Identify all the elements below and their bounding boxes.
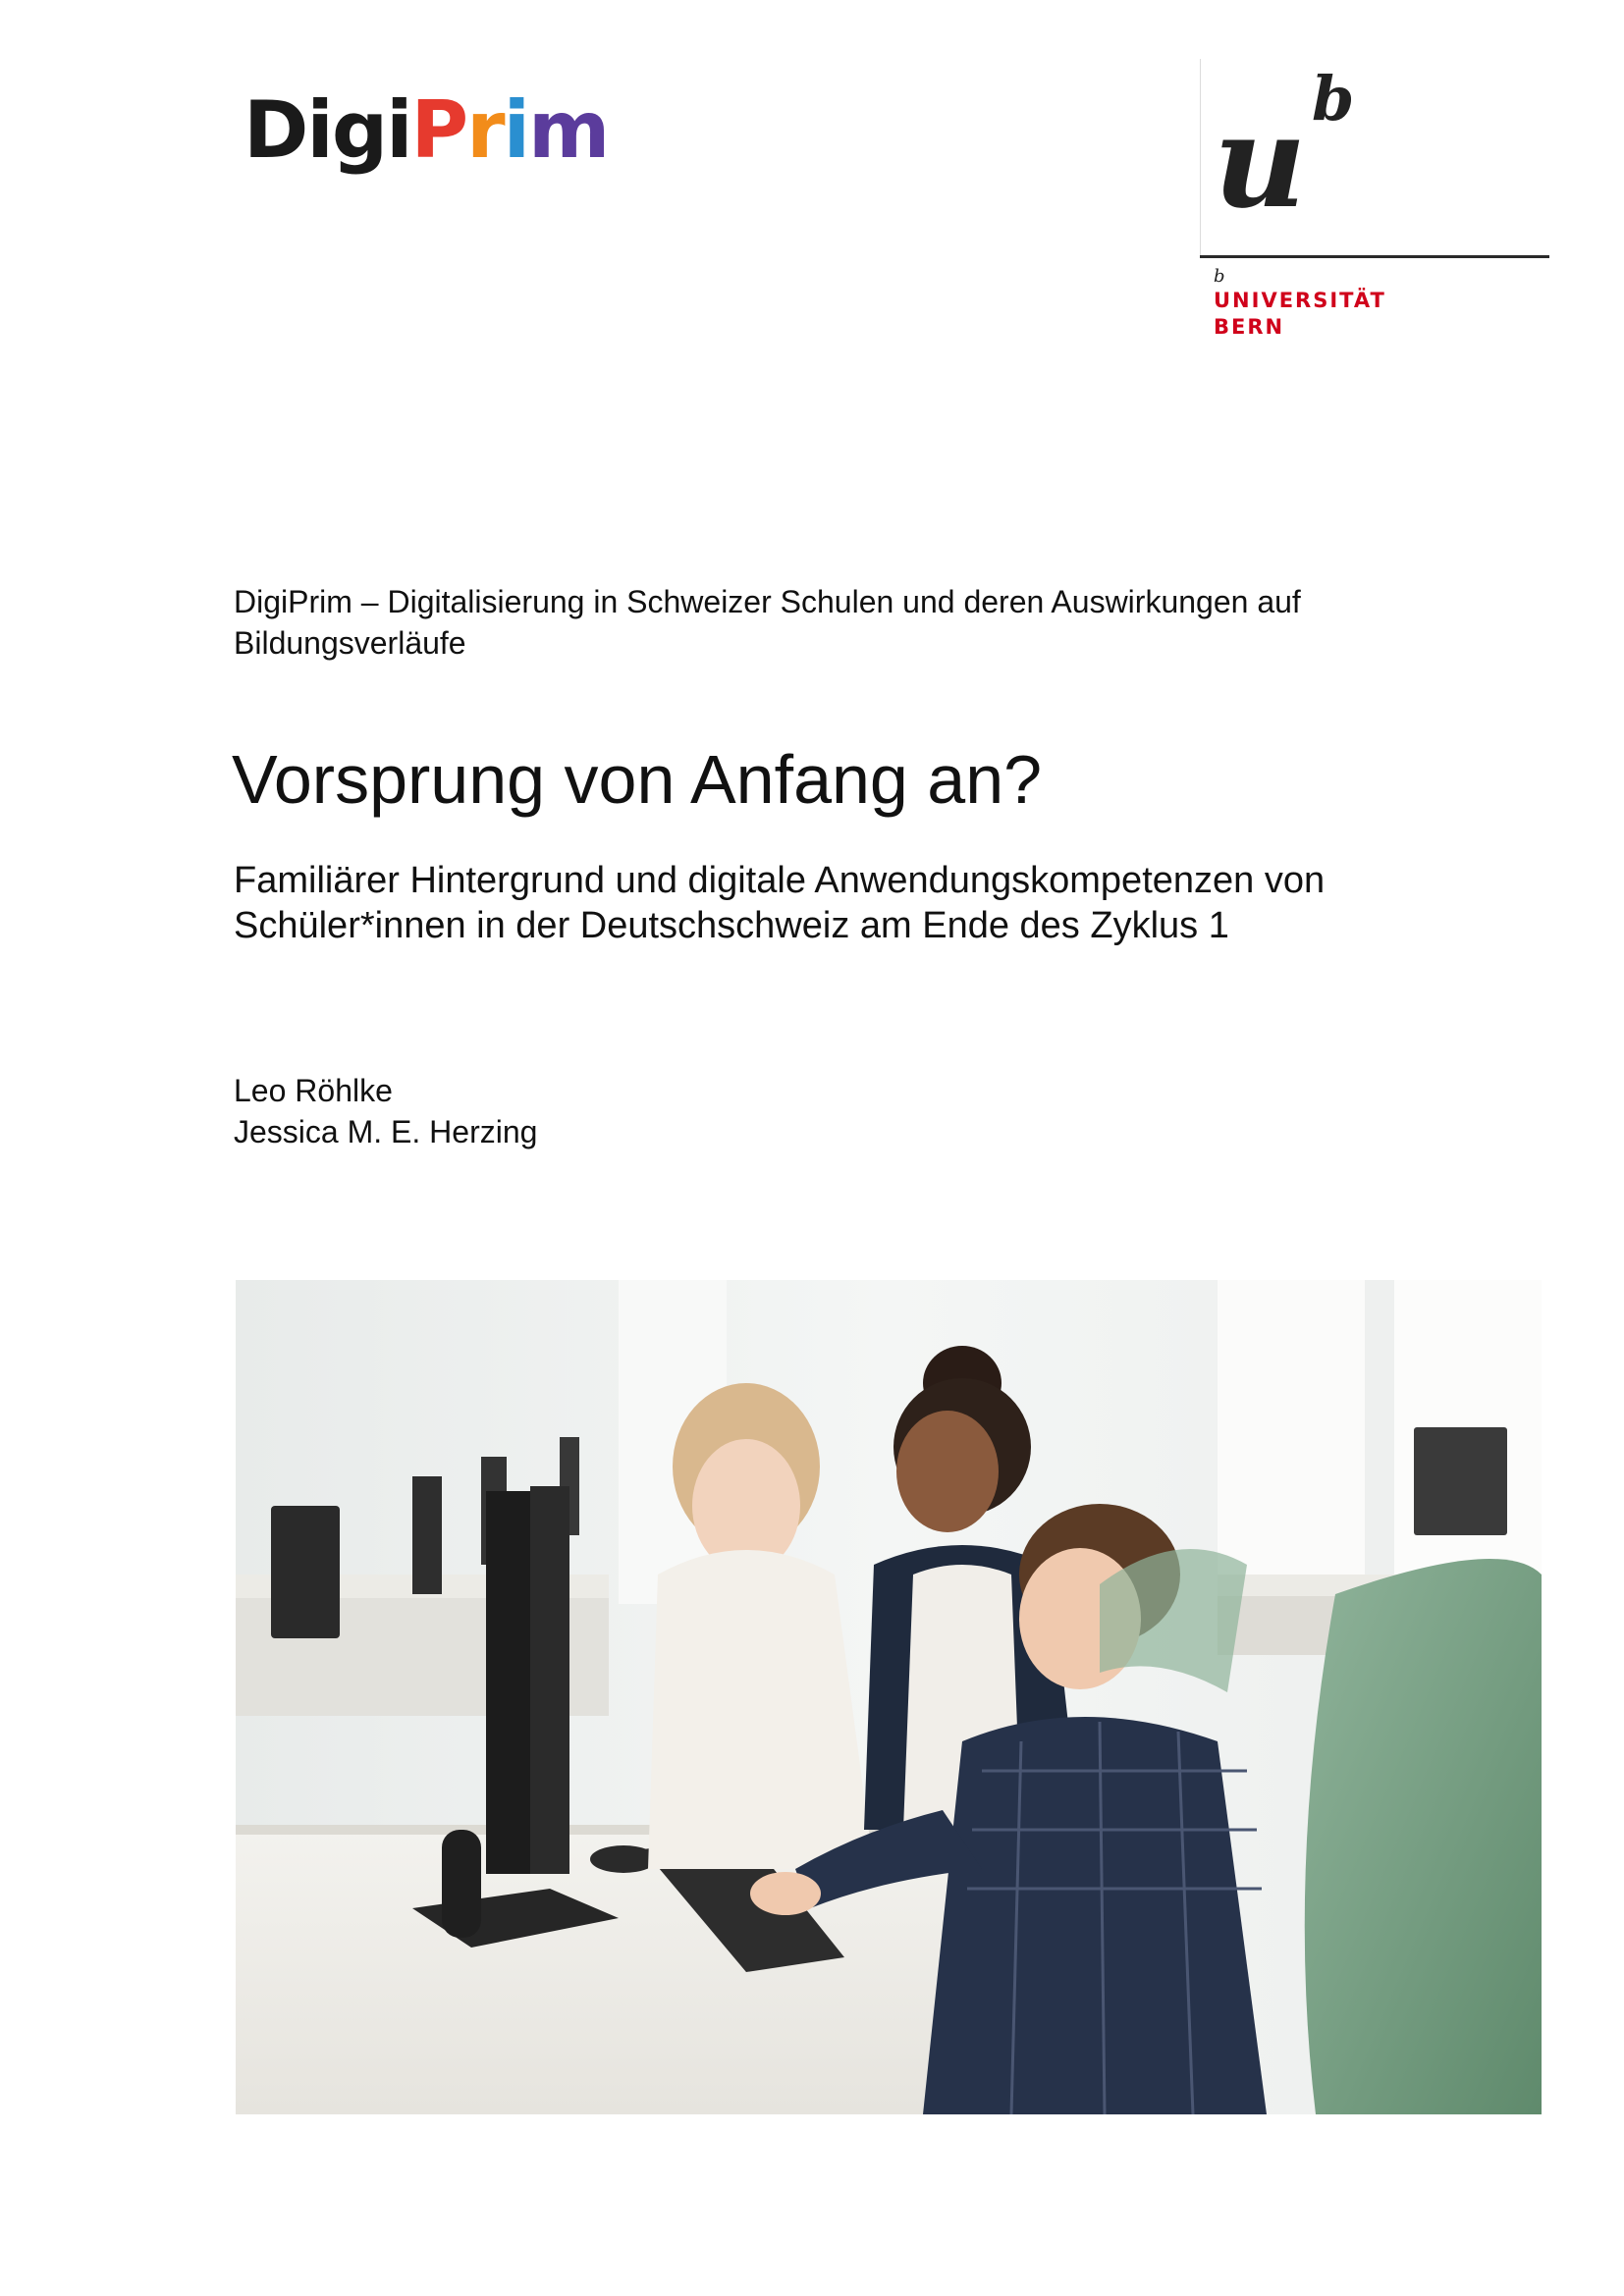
document-subtitle-line-1: Familiärer Hintergrund und digitale Anwendungskompetenzen von (234, 860, 1326, 901)
author-2: Jessica M. E. Herzing (234, 1114, 538, 1149)
unibern-mark-b: b (1312, 63, 1355, 134)
digiprim-logo-digi: Digi (244, 84, 411, 176)
document-title: Vorsprung von Anfang an? (232, 741, 1043, 818)
unibern-small-b: b (1214, 266, 1225, 287)
university-bern-logo (1200, 59, 1549, 353)
digiprim-logo (244, 86, 608, 175)
unibern-name-line1: UNIVERSITÄT (1214, 289, 1386, 312)
document-subtitle-line-2: Schüler*innen in der Deutschschweiz am Ende des Zyklus 1 (234, 905, 1229, 946)
digiprim-logo-letter-i: i (503, 84, 529, 176)
logo-horizontal-rule (1200, 255, 1549, 258)
series-title-line-2: Bildungsverläufe (234, 625, 466, 661)
digiprim-logo-letter-r: r (466, 84, 504, 176)
unibern-name-line2: BERN (1214, 315, 1285, 339)
author-1: Leo Röhlke (234, 1073, 393, 1108)
unibern-mark-u: u (1214, 86, 1307, 237)
digiprim-logo-letter-p: P (410, 84, 467, 176)
series-title-line-1: DigiPrim – Digitalisierung in Schweizer Schulen und deren Auswirkungen auf (234, 584, 1301, 619)
cover-photo (236, 1280, 1542, 2114)
unibern-name (1214, 288, 1386, 341)
unibern-ub-mark (1214, 59, 1410, 237)
logo-vertical-rule (1200, 59, 1201, 255)
digiprim-logo-letter-m: m (528, 84, 609, 176)
